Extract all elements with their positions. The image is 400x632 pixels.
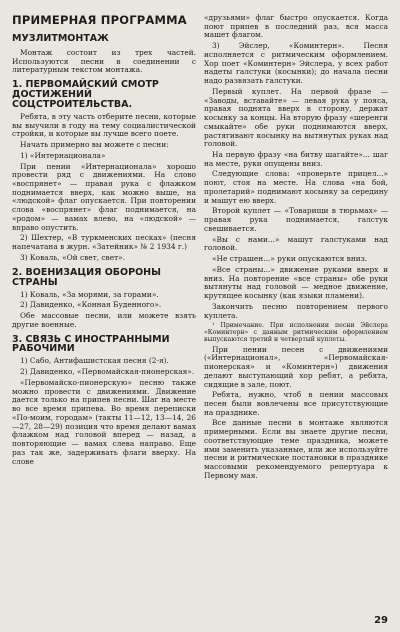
- paragraph: Закончить песню повторением первого куплета.: [204, 301, 388, 320]
- right-column: [204, 14, 388, 624]
- paragraph: Ребята, в эту часть отберите песни, которые вы выучили в году на тему социалистической стройки, и которые вы лучше всего поете.: [12, 111, 196, 139]
- section-1-title: 1. ПЕРВОМАЙСКИЙ СМОТР ДОСТИЖЕНИЙ СОЦСТРОИТЕЛЬСТВА.: [12, 78, 159, 110]
- paragraph: Следующие слова: «проверьте прицел...» поют, стоя на месте. На слова «на бой, пролетарий» поднимают косынку за середину и машут ею вверх.: [204, 169, 388, 205]
- paragraph: Второй куплет — «Товарищи в тюрьмах» — правая рука поднимается, галстук свешивается.: [204, 206, 388, 233]
- paragraph: 3) Эйслер, «Коминтерн». Песня исполняется с ритмическим оформлением. Хор поет «Коминтерн» Эйслера, у всех работ надеты галстуки (косынки); до начала песни надо развязать галстуки.: [204, 41, 388, 86]
- section-3-title: 3. СВЯЗЬ С ИНОСТРАННЫМИ РАБОЧИМИ: [12, 333, 170, 355]
- paragraph: «Вы с нами...» машут галстуками над головой.: [204, 234, 388, 253]
- paragraph: 2) Шехтер, «В туркменских песках» (песня напечатана в журн. «Затейник» № 2 1934 г.): [12, 233, 196, 252]
- paragraph: 2) Давиденко, «Первомайская-пионерская».: [20, 367, 195, 377]
- paragraph: Все данные песни в монтаже являются примерными. Если вы знаете другие песни, соответствующие теме праздника, можете ими заменить указанные, или же используйте песни и ритмические постановки в празднике массовыми рекомендуемого репертуара к Первому мая.: [204, 418, 388, 480]
- paragraph: «Все страны...» движение руками вверх и вниз. На повторение «все страны» обе руки вытянуты над головой — медное движение, крутящее косынку (как языки пламени).: [204, 264, 388, 301]
- paragraph: 2) Давиденко, «Конная Буденного».: [20, 300, 162, 310]
- paragraph: «Первомайско-пионерскую» песню также можно провести с движениями. Движение дается только на припев песни. Шаг на месте во все время припева. Во время переписки «По-моим, городам» (такты 11—12, 13—14, 26—27, 28—29) позиция что время делают вамах флажком над головой вперед — назад, а повторяющие — вамах слева направо. Еще раз так же, задерживать флаги вверху. На слове: [12, 377, 196, 466]
- paragraph: Обе массовые песни, или можете взять другие военные.: [12, 311, 196, 329]
- paragraph: «Не страшен...» руки опускаются вниз.: [212, 254, 368, 264]
- paragraph: Ребята, нужно, чтоб в пении массовых песен были вовлечены все присутствующие на празднике.: [204, 390, 388, 417]
- section-subtitle: МУЗЛИТМОНТАЖ: [12, 32, 109, 44]
- left-column: [12, 14, 196, 624]
- paragraph: На первую фразу «на битву шагайте»... шаг на месте, руки опущены вниз.: [204, 150, 388, 168]
- page-number: 29: [374, 615, 388, 626]
- paragraph: 3) Коваль, «Ой свет, свет».: [20, 252, 126, 262]
- paragraph: 1) Коваль, «За морями, за горами».: [20, 289, 159, 299]
- paragraph: Монтаж состоит из трех частей. Используются песни в соединении с литературным текстом монтажа.: [12, 47, 196, 75]
- paragraph: При пении «Интернационала» хорошо провести ряд с движениями. На слово «воспрянет» — правая рука с флажком поднимается вверх, как можно выше, на «людской» флаг опускается. При повторении слова «воспрянет» флаг поднимается, на «родом» — вамах влево, на «людской» — вправо опустить.: [12, 161, 196, 232]
- paragraph: При пении песен с движениями («Интернационал», «Первомайская-пионерская» и «Коминтерн») движения делают выступающий хор ребят, а ребята, сидящие в зале, поют.: [204, 344, 388, 389]
- paragraph: 1) Сабо, Антифашистская песня (2-я).: [20, 356, 169, 366]
- paragraph: Начать примерно вы можете с песни:: [20, 140, 169, 150]
- paragraph: Первый куплет. На первой фразе — «Заводы, вставайте» — левая рука у пояса, правая поднята вверх в сторону, держат косынку за концы. На вторую фразу «шеренги смыкайте» обе руки поднимаются вверх, растягивают косынку на вытянутых руках над головой.: [204, 86, 388, 149]
- footnote: ¹ Примечание. При исполнении песни Эйслера «Коминтерн» с данным ритмическим оформлением выпускаются третий и четвертый куплеты.: [204, 322, 388, 344]
- section-2-title: 2. ВОЕНИЗАЦИЯ ОБОРОНЫ СТРАНЫ: [12, 266, 161, 288]
- paragraph: 1) «Интернационала»: [20, 150, 106, 160]
- paragraph: «друзьями» флаг быстро опускается. Когда поют припев в последний раз, вся масса машет флагом.: [204, 14, 388, 40]
- page-title: ПРИМЕРНАЯ ПРОГРАММА: [12, 14, 187, 27]
